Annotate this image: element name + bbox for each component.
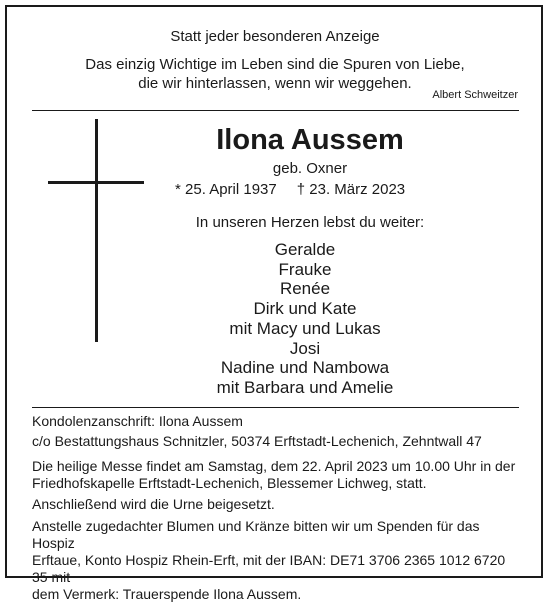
mourner-name: Dirk und Kate bbox=[253, 299, 357, 319]
donation-notice bbox=[32, 518, 522, 603]
condolence-address bbox=[32, 413, 522, 450]
notice-heading: Statt jeder besonderen Anzeige bbox=[170, 28, 380, 45]
quote-author: Albert Schweitzer bbox=[432, 89, 518, 101]
condolence-line: c/o Bestattungshaus Schnitzler, 50374 Erftstadt-Lechenich, Zehntwall 47 bbox=[32, 433, 482, 449]
life-dates bbox=[175, 181, 405, 198]
mass-notice bbox=[32, 458, 522, 492]
deceased-name: Ilona Aussem bbox=[216, 124, 404, 156]
urn-notice: Anschließend wird die Urne beigesetzt. bbox=[32, 496, 275, 512]
mourner-name: mit Macy und Lukas bbox=[229, 318, 381, 338]
donation-line: dem Vermerk: Trauerspende Ilona Aussem. bbox=[32, 586, 302, 602]
mourner-name: Geralde bbox=[274, 240, 336, 259]
mourners-list bbox=[175, 240, 435, 398]
death-date: † 23. März 2023 bbox=[296, 181, 406, 198]
quote-line-2: die wir hinterlassen, wenn wir weggehen. bbox=[138, 75, 412, 92]
mourner-name: Renée bbox=[279, 279, 331, 299]
condolence-line: Kondolenzanschrift: Ilona Aussem bbox=[32, 413, 243, 429]
birth-date: * 25. April 1937 bbox=[175, 181, 277, 198]
mass-line: Die heilige Messe findet am Samstag, dem 22. April 2023 um 10.00 Uhr in der bbox=[32, 458, 516, 474]
quote-line-1: Das einzig Wichtige im Leben sind die Spuren von Liebe, bbox=[85, 56, 465, 73]
divider-bottom bbox=[32, 407, 519, 408]
cross-icon bbox=[95, 119, 98, 342]
mourner-name: mit Barbara und Amelie bbox=[216, 377, 394, 397]
divider-top bbox=[32, 110, 519, 111]
mourner-name: Nadine und Nambowa bbox=[220, 358, 390, 378]
donation-line: Erftaue, Konto Hospiz Rhein-Erft, mit der IBAN: DE71 3706 2365 1012 6720 35 mit bbox=[32, 552, 506, 585]
mourner-name: Josi bbox=[289, 338, 321, 358]
mourner-name: Frauke bbox=[278, 259, 332, 279]
donation-line: Anstelle zugedachter Blumen und Kränze bitten wir um Spenden für das Hospiz bbox=[32, 518, 480, 551]
maiden-name: geb. Oxner bbox=[272, 160, 348, 177]
cross-icon-bar bbox=[48, 181, 144, 184]
mourners-intro: In unseren Herzen lebst du weiter: bbox=[195, 214, 425, 231]
mass-line: Friedhofskapelle Erftstadt-Lechenich, Blessemer Lichweg, statt. bbox=[32, 475, 427, 491]
